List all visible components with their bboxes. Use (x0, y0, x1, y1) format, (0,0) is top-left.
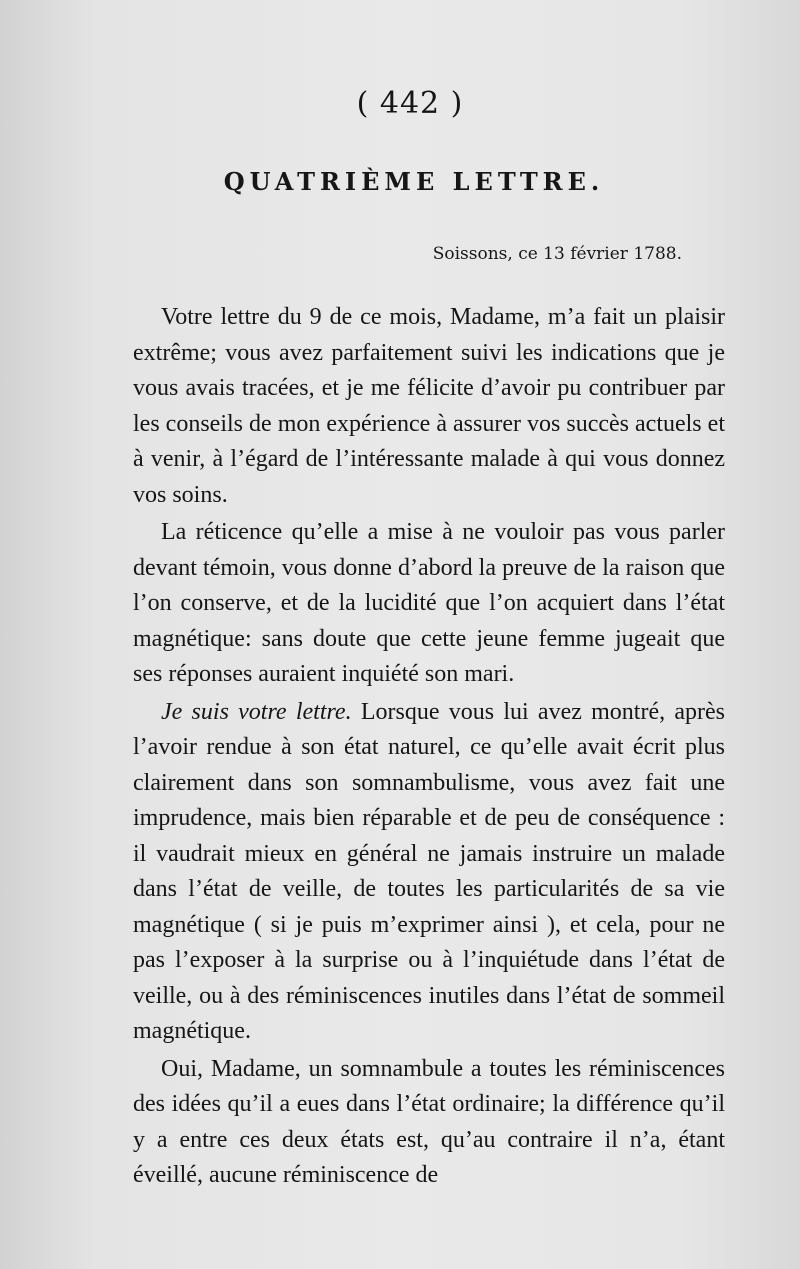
paragraph-4-text: Oui, Madame, un somnambule a toutes les réminiscences des idées qu’il a eues dans l’état ordinaire; la différence qu’il y a entre ces deux états est, qu’au contraire il n’a, étant éveillé, aucune réminiscence de (133, 1055, 725, 1188)
paragraph-2 (133, 515, 725, 693)
page-number: ( 442 ) (356, 86, 464, 121)
paragraph-1 (133, 300, 725, 513)
paragraph-4 (133, 1052, 725, 1194)
letter-dateline: Soissons, ce 13 février 1788. (432, 244, 682, 264)
paragraph-3-italic-lead: Je suis votre lettre. (161, 698, 352, 725)
letter-body (133, 300, 725, 1194)
paragraph-3-text: Lorsque vous lui avez montré, après l’avoir rendue à son état naturel, ce qu’elle avait écrit plus clairement dans son somnambulisme, vous avez fait une imprudence, mais bien réparable et de peu de conséquence : il vaudrait mieux en général ne jamais instruire un malade dans l’état de veille, de toutes les particularités de sa vie magnétique ( si je puis m’exprimer ainsi ), et cela, pour ne pas l’exposer à la surprise ou à l’inquiétude dans l’état de veille, ou à des réminiscences inutiles dans l’état de sommeil magnétique. (133, 698, 725, 1044)
paragraph-1-text: Votre lettre du 9 de ce mois, Madame, m’a fait un plaisir extrême; vous avez parfaitement suivi les indications que je vous avais tracées, et je me félicite d’avoir pu contribuer par les conseils de mon expérience à assurer vos succès actuels et à venir, à l’égard de l’intéressante malade à qui vous donnez vos soins. (133, 304, 725, 508)
paragraph-2-text: La réticence qu’elle a mise à ne vouloir pas vous parler devant témoin, vous donne d’abord la preuve de la raison que l’on conserve, et de la lucidité que l’on acquiert dans l’état magnétique: sans doute que cette jeune femme jugeait que ses réponses auraient inquiété son mari. (133, 519, 725, 687)
letter-heading: QUATRIÈME LETTRE. (223, 167, 605, 196)
paragraph-3 (133, 695, 725, 1050)
